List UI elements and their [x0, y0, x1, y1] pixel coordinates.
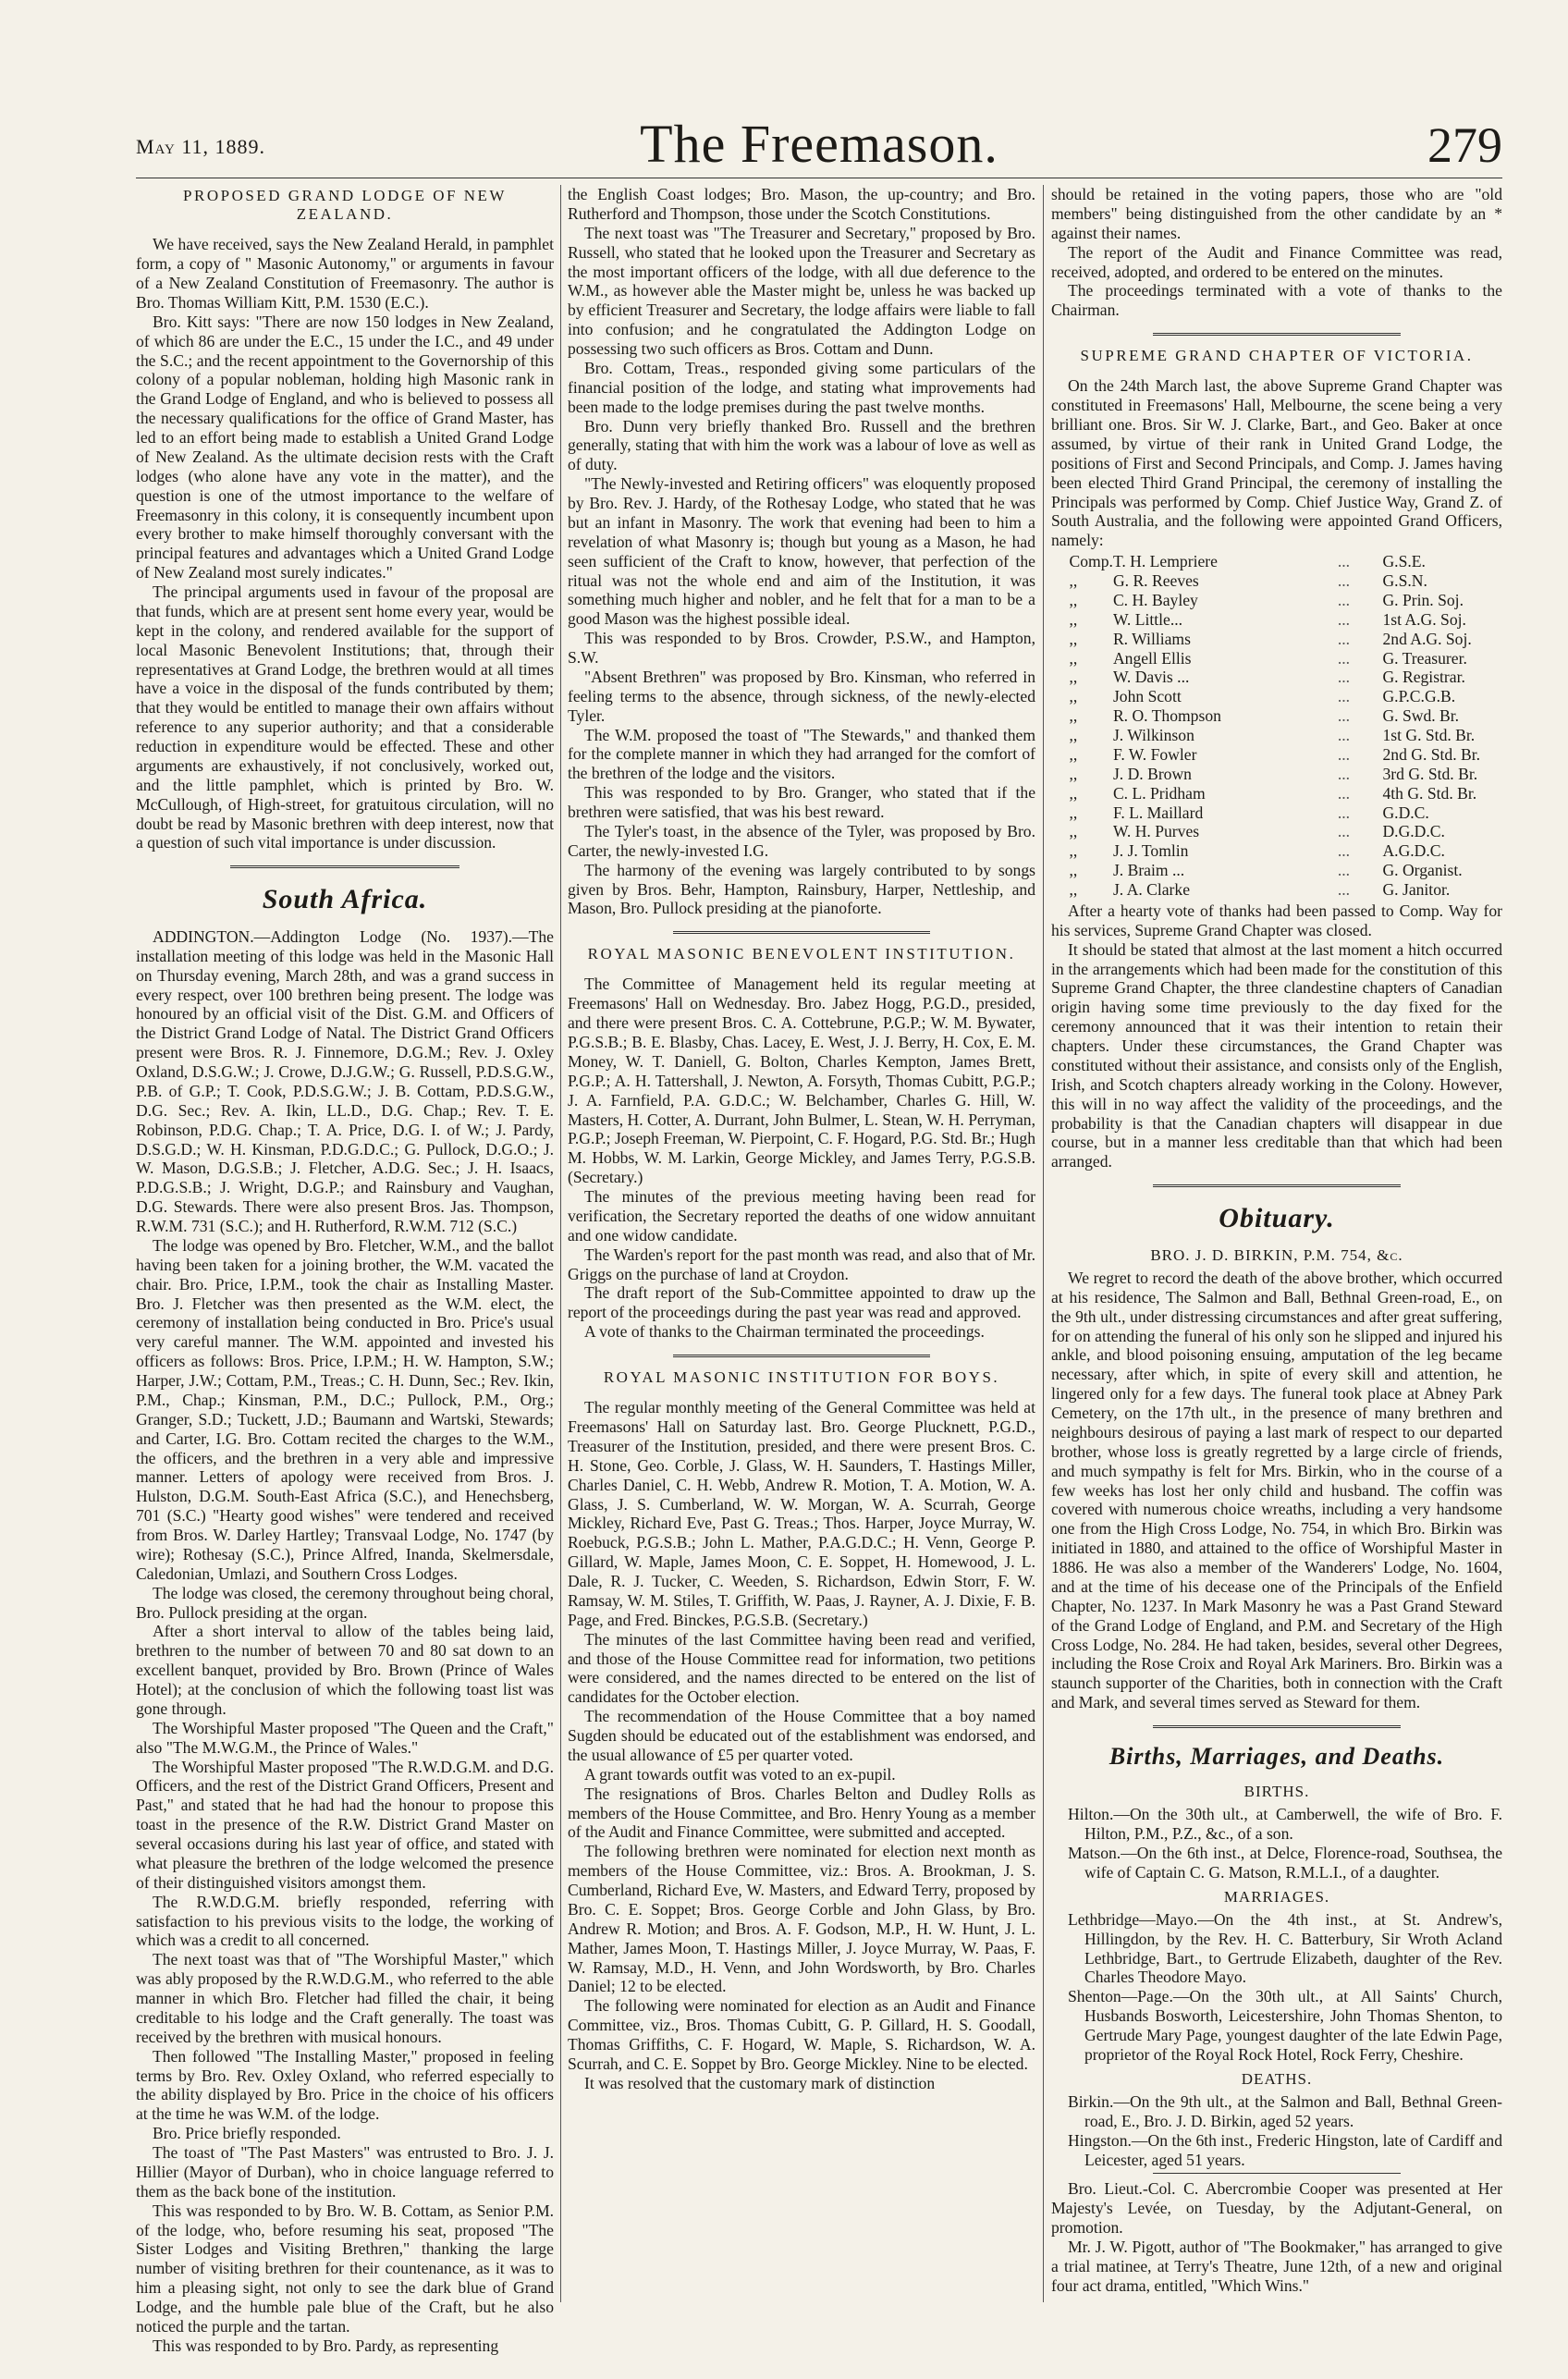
article-heading: PROPOSED GRAND LODGE OF NEW ZEALAND. [183, 187, 507, 224]
section-rule [673, 1355, 930, 1357]
roster-row [1070, 803, 1485, 823]
paragraph: The harmony of the evening was largely contributed to by songs given by Bros. Behr, Hampton, Rainsbury, Harper, Nettleship, and Mason, Bro. Pullock presiding at the pianoforte. [568, 860, 1035, 918]
roster-prefix: Comp. [1069, 552, 1113, 571]
roster-prefix: ,, [1069, 822, 1078, 841]
roster-row [1070, 745, 1485, 765]
roster-name: W. Davis ... [1112, 668, 1190, 687]
roster-prefix: ,, [1069, 687, 1078, 706]
paragraph: The Committee of Management held its regular meeting at Freemasons' Hall on Wednesday. Bro. Jabez Hogg, P.G.D., presided, and there were present Bros. C. A. Cottebrune, P.G.P.; W. M. Bywater, P.G.S.B.; B. E. Blasby, Chas. Lacey, E. West, J. J. Berry, H. Cox, E. M. Money, W. T. Daniell, G. Bolton, Charles Kempton, James Brett, P.G.P.; A. H. Tattershall, J. Newton, A. Forsyth, Thomas Cubitt, P.G.P.; J. A. Farnfield, P.A. G.D.C.; W. Belchamber, Charles G. Hill, W. Masters, H. Cotter, A. Durrant, John Bulmer, L. Stean, W. H. Perryman, P.G.P.; Joseph Freeman, W. Pierpoint, C. F. Hogard, P.G. Std. Br.; Hugh M. Hobbs, W. M. Larkin, George Mickley, and James Terry, P.G.S.B. (Secretary.) [568, 975, 1035, 1187]
roster-name: Angell Ellis [1112, 648, 1192, 668]
roster-row [1070, 880, 1485, 900]
roster-leader: ... [1337, 783, 1351, 803]
paragraph: Mr. J. W. Pigott, author of "The Bookmaker," has arranged to give a trial matinee, at Terry's Theatre, June 12th, of a new and original four act drama, entitled, "Which Wins." [1051, 2238, 1502, 2295]
paragraph: The Warden's report for the past month was read, and also that of Mr. Griggs on the purchase of land at Croydon. [568, 1245, 1035, 1283]
paragraph: The principal arguments used in favour of the proposal are that funds, which are at present sent home every year, would be kept in the colony, and rendered available for the support of local Masonic Benevolent Institutions; that, through their representatives at Grand Lodge, the brethren would at all times have a voice in the disposal of the funds contributed by them; that they would be entitled to manage their own affairs without reference to any superior authority; and that a considerable reduction in expenditure would be effected. These and other arguments are exhaustively, if not conclusively, worked out, and the little pamphlet, which is printed by Bro. W. McCullough, of High-street, for gratuitous circulation, will no doubt be read by Masonic brethren with deep interest, now that a question of such vital importance is under discussion. [136, 582, 554, 852]
section-rule [1153, 1184, 1401, 1187]
paragraph: The lodge was closed, the ceremony throughout being choral, Bro. Pullock presiding at the organ. [136, 1583, 554, 1622]
paragraph: This was responded to by Bro. W. B. Cottam, as Senior P.M. of the lodge, who, before resuming his seat, proposed "The Sister Lodges and Visiting Brethren," thanking the large number of visiting brethren for their countenance, as it was to him a pleasing sight, not only to see the dark blue of Grand Lodge, and the humble pale blue of the Craft, but he also noticed the purple and the tartan. [136, 2201, 554, 2336]
paragraph: Bro. Kitt says: "There are now 150 lodges in New Zealand, of which 86 are under the E.C., 15 under the I.C., and 49 under the S.C.; and the recent appointment to the Governorship of this colony of a popular nobleman, holding high Masonic rank in the Grand Lodge of England, and who is believed to possess all the necessary qualifications for the office of Grand Master, has led to an effort being made to establish a United Grand Lodge of New Zealand. As the ultimate decision rests with the Craft lodges (who alone have any vote in the matter), and the question is one of the utmost importance to the welfare of Freemasonry in this colony, it is consequently incumbent upon every brother to make himself thoroughly conversant with the principal features and advantages which a United Grand Lodge of New Zealand most surely indicates." [136, 312, 554, 582]
roster-prefix: ,, [1069, 803, 1078, 822]
paragraph: "The Newly-invested and Retiring officers" was eloquently proposed by Bro. Rev. J. Hardy, of the Rothesay Lodge, who stated that he was but an infant in Masonry. The work that evening had been to him a revelation of what Masonry is; though but young as a Mason, he had seen sufficient of the Craft to know, however, that perfection of the ritual was not the whole end and aim of the Institution, it was something much higher and nobler, and he felt that for a man to be a good Mason was the highest possible ideal. [568, 474, 1035, 629]
roster-row [1070, 784, 1485, 803]
newspaper-title: The Freemason. [640, 114, 998, 174]
roster-name: W. Little... [1112, 609, 1183, 629]
roster-row [1070, 668, 1485, 687]
roster-name: John Scott [1112, 687, 1182, 706]
roster-leader: ... [1337, 629, 1351, 648]
notice-entry: Hingston.—On the 6th inst., Frederic Hingston, late of Cardiff and Leicester, aged 51 years. [1068, 2130, 1502, 2169]
roster-prefix: ,, [1069, 571, 1078, 591]
roster-row [1070, 861, 1485, 880]
paragraph: Bro. Dunn very briefly thanked Bro. Russell and the brethren generally, stating that with him the work was a labour of love as well as of duty. [568, 416, 1035, 474]
roster-office: G. Prin. Soj. [1382, 590, 1464, 609]
roster-prefix: ,, [1069, 726, 1078, 745]
paragraph: The recommendation of the House Committee that a boy named Sugden should be educated out of the establishment was endorsed, and the usual allowance of £5 per quarter voted. [568, 1707, 1035, 1764]
paragraph: Bro. Lieut.-Col. C. Abercrombie Cooper was presented at Her Majesty's Levée, on Tuesday, by the Adjutant-General, on promotion. [1051, 2179, 1502, 2238]
roster-office: G. Swd. Br. [1382, 706, 1460, 726]
roster-name: G. R. Reeves [1112, 571, 1199, 591]
roster-office: G. Janitor. [1382, 880, 1451, 900]
roster-row [1070, 687, 1485, 706]
roster-row [1070, 591, 1485, 610]
column-divider [560, 185, 561, 2302]
paragraph: A vote of thanks to the Chairman terminated the proceedings. [584, 1322, 985, 1342]
paragraph: This was responded to by Bros. Crowder, P.S.W., and Hampton, S.W. [568, 629, 1035, 667]
column-3 [1051, 185, 1502, 2302]
roster-row [1070, 765, 1485, 784]
paragraph: The W.M. proposed the toast of "The Stewards," and thanked them for the complete manner in which they had arranged for the comfort of the brethren of the lodge and the visitors. [568, 725, 1035, 783]
roster-office: 1st A.G. Soj. [1382, 609, 1466, 629]
roster-row [1070, 552, 1485, 571]
roster-row [1070, 610, 1485, 630]
roster-office: G.S.N. [1382, 571, 1427, 591]
section-heading: Births, Marriages, and Deaths. [1109, 1743, 1445, 1771]
paragraph: The Tyler's toast, in the absence of the Tyler, was proposed by Bro. Carter, the newly-invested I.G. [568, 821, 1035, 860]
paragraph: The minutes of the last Committee having been read and verified, and those of the House Committee read for information, two petitions were considered, and the names directed to be entered on the list of candidates for the October election. [568, 1629, 1035, 1707]
roster-name: R. O. Thompson [1112, 706, 1221, 726]
paragraph: The draft report of the Sub-Committee appointed to draw up the report of the proceedings during the past year was read and approved. [568, 1283, 1035, 1322]
roster-row [1070, 649, 1485, 668]
roster-prefix: ,, [1069, 648, 1078, 668]
roster-leader: ... [1337, 590, 1351, 609]
roster-office: 4th G. Std. Br. [1382, 783, 1477, 803]
paragraph: The regular monthly meeting of the General Committee was held at Freemasons' Hall on Saturday last. Bro. George Plucknett, P.G.D., Treasurer of the Institution, presided, and there were present Bros. C. H. Stone, Geo. Corble, J. Glass, W. H. Saunders, T. Hastings Miller, Charles Daniel, C. H. Webb, Andrew R. Motion, T. A. Motion, W. A. Glass, J. S. Cumberland, W. W. Morgan, W. A. Scurrah, George Mickley, Richard Eve, Past G. Treas.; Thos. Harper, Joyce Murray, W. Roebuck, P.G.S.B.; John L. Mather, P.A.G.D.C.; H. Venn, George P. Gillard, W. Maple, James Moon, C. E. Soppet, H. Homewood, J. L. Dale, R. J. Tucker, C. Weeden, S. Richardson, Edwin Storr, F. W. Ramsay, W. M. Stiles, T. Griffith, W. Paas, J. Rayner, A. J. Dixie, F. B. Page, and Fred. Binckes, P.G.S.B. (Secretary.) [568, 1398, 1035, 1629]
paragraph: We have received, says the New Zealand Herald, in pamphlet form, a copy of " Masonic Autonomy," or arguments in favour of a New Zealand Constitution of Freemasonry. The author is Bro. Thomas William Kitt, P.M. 1530 (E.C.). [136, 235, 554, 312]
section-heading: South Africa. [262, 884, 428, 915]
roster-office: 2nd A.G. Soj. [1382, 629, 1472, 648]
notice-entry: Lethbridge—Mayo.—On the 4th inst., at St. Andrew's, Hillingdon, by the Rev. H. C. Batterbury, Sir Wroth Acland Lethbridge, Bart., to Gertrude Elizabeth, daughter of the Rev. Charles Theodore Mayo. [1068, 1909, 1502, 1987]
column-2 [568, 185, 1035, 2302]
article-heading: ROYAL MASONIC INSTITUTION FOR BOYS. [603, 1368, 1000, 1387]
roster-office: 1st G. Std. Br. [1382, 726, 1476, 745]
roster-prefix: ,, [1069, 841, 1078, 861]
roster-name: F. W. Fowler [1112, 744, 1197, 764]
roster-leader: ... [1337, 861, 1351, 880]
paragraph: It should be stated that almost at the last moment a hitch occurred in the arrangements which had been made for the constitution of this Supreme Grand Chapter, the three clandestine chapters of Canadian origin having some time previously to the day fixed for the ceremony announced that it was their intention to retain their chapters. Under these circumstances, the Grand Chapter was constituted without their assistance, and consists only of the English, Irish, and Scotch chapters already working in the Colony. However, this will in no way affect the validity of the proceedings, and the probability is that the Canadian chapters will disappear in due course, but in a manner less creditable than that which had been arranged. [1051, 939, 1502, 1171]
roster-prefix: ,, [1069, 609, 1078, 629]
roster-leader: ... [1337, 803, 1351, 822]
roster-office: 2nd G. Std. Br. [1382, 744, 1481, 764]
paragraph: Bro. Cottam, Treas., responded giving some particulars of the financial position of the lodge, and stating what improvements had been made to the lodge premises during the past twelve months. [568, 358, 1035, 416]
paragraph: The resignations of Bros. Charles Belton and Dudley Rolls as members of the House Committee, and Bro. Henry Young as a member of the Audit and Finance Committee, were submitted and accepted. [568, 1784, 1035, 1842]
roster-prefix: ,, [1069, 861, 1078, 880]
notice-entry: Birkin.—On the 9th ult., at the Salmon and Ball, Bethnal Green-road, E., Bro. J. D. Birkin, aged 52 years. [1068, 2091, 1502, 2130]
section-heading: Obituary. [1219, 1203, 1335, 1234]
roster-name: J. D. Brown [1112, 764, 1192, 783]
roster-name: J. J. Tomlin [1112, 841, 1189, 861]
article-heading: ROYAL MASONIC BENEVOLENT INSTITUTION. [587, 945, 1016, 963]
paragraph: "Absent Brethren" was proposed by Bro. Kinsman, who referred in feeling terms to the absence, through sickness, of the newly-elected Tyler. [568, 667, 1035, 725]
roster-office: G.D.C. [1382, 803, 1429, 822]
paragraph: The minutes of the previous meeting having been read for verification, the Secretary reported the deaths of one widow annuitant and one widow candidate. [568, 1187, 1035, 1245]
roster-leader: ... [1337, 706, 1351, 726]
notice-entry: Matson.—On the 6th inst., at Delce, Florence-road, Southsea, the wife of Captain C. G. Matson, R.M.L.I., of a daughter. [1068, 1843, 1502, 1882]
roster-name: F. L. Maillard [1112, 803, 1204, 822]
notice-entry: Hilton.—On the 30th ult., at Camberwell, the wife of Bro. F. Hilton, P.M., P.Z., &c., of a son. [1068, 1805, 1502, 1843]
section-rule [1153, 1725, 1401, 1728]
paragraph: The report of the Audit and Finance Committee was read, received, adopted, and ordered to be entered on the minutes. [1051, 242, 1502, 281]
roster-leader: ... [1337, 571, 1351, 591]
roster-row [1070, 630, 1485, 649]
paragraph: This was responded to by Bro. Pardy, as representing [153, 2336, 499, 2355]
roster-prefix: ,, [1069, 668, 1078, 687]
roster-name: W. H. Purves [1112, 822, 1200, 841]
roster-office: A.G.D.C. [1382, 841, 1445, 861]
article-heading: SUPREME GRAND CHAPTER OF VICTORIA. [1080, 347, 1474, 365]
paragraph: The next toast was "The Treasurer and Secretary," proposed by Bro. Russell, who stated that he looked upon the Treasurer and Secretary as the most important officers of the lodge, with all due deference to the W.M., as however able the Master might be, unless he was backed up by efficient Treasurer and Secretary, the lodge affairs were liable to fall into confusion; and he congratulated the Addington Lodge on possessing two such officers as Bros. Cottam and Dunn. [568, 223, 1035, 358]
paragraph: The Worshipful Master proposed "The Queen and the Craft," also "The M.W.G.M., the Prince of Wales." [136, 1718, 554, 1757]
paragraph: A grant towards outfit was voted to an ex-pupil. [584, 1764, 896, 1784]
column-divider [1043, 185, 1044, 2302]
roster-prefix: ,, [1069, 783, 1078, 803]
roster-name: C. L. Pridham [1112, 783, 1206, 803]
roster-office: D.G.D.C. [1382, 822, 1445, 841]
issue-date: May 11, 1889. [136, 135, 266, 158]
roster-row [1070, 706, 1485, 726]
roster-leader: ... [1337, 668, 1351, 687]
roster-name: T. H. Lempriere [1112, 552, 1218, 571]
roster-row [1070, 571, 1485, 591]
roster-prefix: ,, [1069, 764, 1078, 783]
roster-prefix: ,, [1069, 744, 1078, 764]
column-1 [136, 185, 554, 2355]
roster-name: J. Wilkinson [1112, 726, 1194, 745]
paragraph: The following were nominated for election as an Audit and Finance Committee, viz., Bros. Thomas Cubitt, G. P. Gillard, H. S. Goodall, Thomas Griffiths, C. F. Hogard, W. Maple, S. Richardson, W. A. Scurrah, and C. E. Soppet by Bro. George Mickley. Nine to be elected. [568, 1996, 1035, 2073]
paragraph: the English Coast lodges; Bro. Mason, the up-country; and Bro. Rutherford and Thompson, those under the Scotch Constitutions. [568, 185, 1035, 223]
roster-office: G. Treasurer. [1382, 648, 1467, 668]
roster-office: G. Registrar. [1382, 668, 1465, 687]
roster-leader: ... [1337, 744, 1351, 764]
roster-name: R. Williams [1112, 629, 1191, 648]
roster-leader: ... [1337, 822, 1351, 841]
roster-prefix: ,, [1069, 706, 1078, 726]
roster-leader: ... [1337, 687, 1351, 706]
roster-office: 3rd G. Std. Br. [1382, 764, 1478, 783]
deaths-heading: DEATHS. [1241, 2069, 1313, 2088]
masthead [136, 109, 1502, 183]
roster-row [1070, 841, 1485, 861]
roster-office: G.P.C.G.B. [1382, 687, 1456, 706]
paragraph: The following brethren were nominated for election next month as members of the House Committee, viz.: Bros. A. Brookman, J. S. Cumberland, Richard Eve, W. Masters, and Edward Terry, proposed by Bro. C. E. Soppet; Bros. George Corble and John Glass, by Bro. Andrew R. Motion; and Bros. A. F. Godson, M.P., H. W. Hunt, J. L. Mather, James Moon, T. Hastings Miller, J. Joyce Murray, W. Paas, F. W. Ramsay, M.D., H. Venn, and John Wordsworth, by Bro. Charles Daniel; 12 to be elected. [568, 1842, 1035, 1996]
section-rule [673, 931, 930, 934]
page-number: 279 [1427, 117, 1502, 173]
roster-leader: ... [1337, 764, 1351, 783]
roster-prefix: ,, [1069, 880, 1078, 900]
paragraph: It was resolved that the customary mark of distinction [584, 2073, 936, 2092]
paragraph: The toast of "The Past Masters" was entrusted to Bro. J. J. Hillier (Mayor of Durban), who in choice language referred to them as the back bone of the institution. [136, 2143, 554, 2201]
paragraph: should be retained in the voting papers, those who are "old members" being distinguished from the other candidate by an * against their names. [1051, 185, 1502, 242]
roster-leader: ... [1337, 726, 1351, 745]
paragraph: After a short interval to allow of the tables being laid, brethren to the number of between 70 and 80 sat down to an excellent banquet, provided by Bro. Brown (Prince of Wales Hotel); at the conclusion of which the following toast list was gone through. [136, 1622, 554, 1718]
paragraph: This was responded to by Bro. Granger, who stated that if the brethren were satisfied, that was his best reward. [568, 783, 1035, 821]
births-heading: BIRTHS. [1243, 1782, 1310, 1800]
roster-leader: ... [1337, 552, 1351, 571]
roster-leader: ... [1337, 880, 1351, 900]
paragraph: Then followed "The Installing Master," proposed in feeling terms by Bro. Rev. Oxley Oxland, who referred especially to the ability displayed by Bro. Price in the choice of his officers at the time he was W.M. of the lodge. [136, 2046, 554, 2124]
roster-row [1070, 822, 1485, 841]
roster-office: G.S.E. [1382, 552, 1426, 571]
grand-officers-table [1070, 552, 1485, 900]
roster-row [1070, 726, 1485, 745]
obituary-subheading: BRO. J. D. BIRKIN, P.M. 754, &c. [1150, 1245, 1403, 1264]
paragraph: ADDINGTON.—Addington Lodge (No. 1937).—The installation meeting of this lodge was held in the Masonic Hall on Thursday evening, March 28th, and was a grand success in every respect, over 100 brethren being present. The lodge was honoured by an official visit of the Dist. G.M. and Officers of the District Grand Lodge of Natal. The District Grand Officers present were Bros. R. J. Finnemore, D.G.M.; Rev. J. Oxley Oxland, D.S.G.W.; J. Crowe, D.J.G.W.; G. Russell, P.D.S.G.W., P.B. of G.P.; T. Cook, P.D.S.G.W.; J. B. Cottam, P.D.S.G.W., D.G. Sec.; Rev. A. Ikin, LL.D., D.G. Chap.; Rev. T. E. Robinson, P.D.G. Chap.; T. A. Price, D.G. I. of W.; J. Pardy, D.S.G.D.; W. H. Kinsman, P.D.G.D.C.; G. Pullock, D.G.O.; J. W. Mason, D.G.S.B.; J. Fletcher, A.D.G. Sec.; J. H. Isaacs, P.D.G.S.B.; J. Wright, D.G.P.; and Rainsbury and Vaughan, D.G. Stewards. There were also present Bros. Jas. Thompson, R.W.M. 731 (S.C.); and H. Rutherford, R.W.M. 712 (S.C.) [136, 926, 554, 1236]
roster-prefix: ,, [1069, 590, 1078, 609]
roster-leader: ... [1337, 648, 1351, 668]
paragraph: The R.W.D.G.M. briefly responded, referring with satisfaction to his previous visits to the lodge, the working of which was a credit to all concerned. [136, 1892, 554, 1950]
paragraph: The Worshipful Master proposed "The R.W.D.G.M. and D.G. Officers, and the rest of the District Grand Officers, Present and Past," and stated that he had had the honour to propose this toast in the presence of the R.W. District Grand Master on several occasions during his last year of office, and stated with what pleasure the brethren of the lodge welcomed the presence of their distinguished visitors amongst them. [136, 1757, 554, 1892]
paragraph: After a hearty vote of thanks had been passed to Comp. Way for his services, Supreme Grand Chapter was closed. [1051, 901, 1502, 939]
roster-name: J. Braim ... [1112, 861, 1185, 880]
paragraph: The proceedings terminated with a vote of thanks to the Chairman. [1051, 281, 1502, 320]
section-rule [1153, 2173, 1401, 2174]
section-rule [230, 865, 460, 868]
paragraph: The next toast was that of "The Worshipful Master," which was ably proposed by the R.W.D.G.M., who referred to the able manner in which Bro. Fletcher had filled the chair, it being creditable to his lodge and the Craft generally. The toast was received by the brethren with musical honours. [136, 1950, 554, 2046]
roster-name: J. A. Clarke [1112, 880, 1191, 900]
paragraph: On the 24th March last, the above Supreme Grand Chapter was constituted in Freemasons' Hall, Melbourne, the scene being a very brilliant one. Bros. Sir W. J. Clarke, Bart., and Geo. Baker at once assumed, by virtue of their rank in United Grand Lodge, the positions of First and Second Principals, and Comp. J. James having been elected Third Grand Principal, the ceremony of installing the Principals was performed by Comp. Chief Justice Way, Grand Z. of South Australia, and the following were appointed Grand Officers, namely: [1051, 376, 1502, 550]
roster-name: C. H. Bayley [1112, 590, 1198, 609]
roster-office: G. Organist. [1382, 861, 1463, 880]
marriages-heading: MARRIAGES. [1223, 1887, 1330, 1906]
paragraph: The lodge was opened by Bro. Fletcher, W.M., and the ballot having been taken for a joining brother, the W.M. vacated the chair. Bro. Price, I.P.M., took the chair as Installing Master. Bro. J. Fletcher was then presented as the W.M. elect, the ceremony of installation being conducted in Bro. Price's usual very careful manner. The W.M. appointed and invested his officers as follows: Bros. Price, I.P.M.; H. W. Hampton, S.W.; Harper, J.W.; Cottam, P.M., Treas.; C. H. Dunn, Sec.; Rev. Ikin, P.M., Chap.; Kinsman, P.M., D.C.; Pullock, P.M., Org.; Granger, S.D.; Tuckett, J.D.; Baumann and Wartski, Stewards; and Carter, I.G. Bro. Cottam recited the charges to the W.M., the officers, and the brethren in a very able and impressive manner. Letters of apology were received from Bros. J. Hulston, D.G.M. South-East Africa (S.C.), and Henechsberg, 701 (S.C.) "Hearty good wishes" were tendered and received from Bros. W. Darley Hartley; Transvaal Lodge, No. 1747 (by wire); Rothesay (S.C.), Prince Alfred, Inanda, Skelmersdale, Caledonian, Umlazi, and Southern Cross Lodges. [136, 1235, 554, 1583]
paragraph: Bro. Price briefly responded. [153, 2124, 341, 2143]
roster-leader: ... [1337, 609, 1351, 629]
paragraph: We regret to record the death of the above brother, which occurred at his residence, The Salmon and Ball, Bethnal Green-road, E., on the 9th ult., under distressing circumstances and after great suffering, for on attending the funeral of his only son he slipped and injured his ankle, and blood poisoning ensuing, amputation of the leg became necessary, after which, in spite of every skill and attention, he lingered only for a few days. The funeral took place at Abney Park Cemetery, on the 17th ult., in the presence of many brethren and neighbours desirous of paying a last mark of respect to our departed brother, whose loss is greatly regretted by a large circle of friends, and much sympathy is felt for Mrs. Birkin, who in the course of a few weeks has lost her only child and husband. The coffin was covered with numerous choice wreaths, including a very handsome one from the High Cross Lodge, No. 754, in which Bro. Birkin was initiated in 1880, and attained to the office of Worshipful Master in 1886. He was also a member of the Wanderers' Lodge, No. 1604, and at the time of his decease one of the Principals of the Enfield Chapter, No. 1237. In Mark Masonry he was a Past Grand Steward of the Grand Lodge of England, and P.M. and Secretary of the High Cross Lodge, No. 284. He had taken, besides, several other Degrees, including the Rose Croix and Royal Ark Mariners. Bro. Birkin was a staunch supporter of the Charities, both in connection with the Craft and Mark, and several times served as Steward for them. [1051, 1268, 1502, 1712]
section-rule [1153, 333, 1401, 336]
roster-leader: ... [1337, 841, 1351, 861]
roster-prefix: ,, [1069, 629, 1078, 648]
notice-entry: Shenton—Page.—On the 30th ult., at All Saints' Church, Husbands Bosworth, Leicestershire, John Thomas Shenton, to Gertrude Mary Page, youngest daughter of the late Edwin Page, proprietor of the Royal Rock Hotel, Rock Ferry, Cheshire. [1068, 1987, 1502, 2064]
